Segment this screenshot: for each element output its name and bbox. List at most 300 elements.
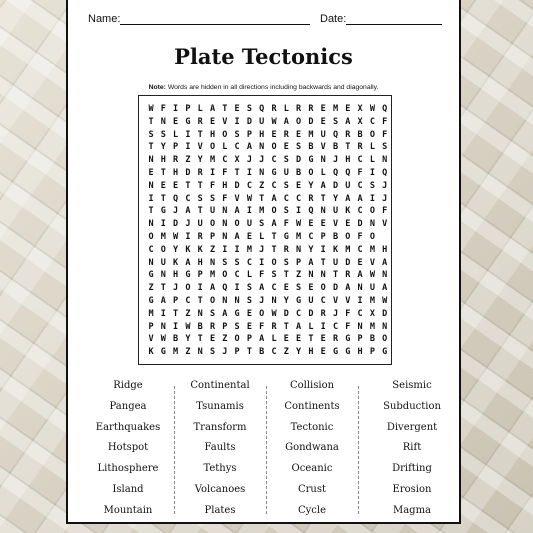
- grid-letter: Q: [382, 104, 388, 114]
- grid-letter: Y: [185, 334, 191, 345]
- grid-letter: W: [173, 232, 179, 242]
- grid-letter: C: [357, 155, 363, 166]
- grid-letter: S: [283, 180, 289, 191]
- grid-letter: H: [259, 129, 265, 140]
- grid-letter: R: [271, 321, 277, 332]
- grid-letter: W: [369, 104, 375, 114]
- grid-letter: A: [283, 116, 289, 127]
- word-list-item: Lithosphere: [97, 463, 159, 475]
- grid-letter: C: [271, 283, 277, 294]
- grid-letter: F: [222, 168, 228, 178]
- grid-letter: S: [222, 257, 228, 268]
- grid-letter: D: [308, 116, 314, 127]
- grid-letter: G: [345, 347, 351, 358]
- grid-letter: Q: [259, 104, 265, 114]
- grid-letter: D: [332, 283, 339, 294]
- grid-letter: C: [357, 308, 363, 319]
- grid-letter: W: [185, 321, 191, 332]
- grid-letter: R: [308, 193, 314, 204]
- name-line: [120, 12, 310, 25]
- grid-letter: N: [382, 155, 388, 166]
- grid-letter: C: [357, 180, 363, 191]
- grid-letter: Z: [185, 155, 191, 166]
- grid-letter: K: [148, 347, 154, 358]
- grid-letter: Z: [185, 347, 191, 358]
- grid-letter: U: [283, 168, 289, 178]
- grid-letter: G: [296, 296, 302, 306]
- grid-letter: W: [382, 296, 388, 306]
- grid-letter: P: [173, 142, 179, 153]
- grid-letter: A: [185, 206, 191, 217]
- grid-letter: D: [185, 168, 191, 178]
- grid-letter: H: [173, 168, 179, 178]
- grid-letter: I: [320, 321, 326, 332]
- grid-letter: Y: [283, 296, 289, 306]
- grid-letter: D: [234, 180, 240, 191]
- grid-letter: A: [382, 283, 388, 294]
- grid-letter: J: [246, 155, 252, 166]
- grid-letter: A: [209, 104, 216, 114]
- grid-letter: S: [234, 129, 240, 140]
- grid-letter: J: [332, 308, 339, 319]
- grid-letter: T: [197, 296, 203, 306]
- word-list-item: Volcanoes: [194, 484, 246, 495]
- grid-letter: S: [209, 193, 216, 204]
- grid-letter: E: [345, 104, 351, 114]
- grid-letter: K: [185, 244, 191, 255]
- grid-letter: V: [369, 257, 375, 268]
- grid-letter: N: [296, 244, 302, 255]
- grid-letter: I: [185, 232, 191, 242]
- grid-letter: E: [173, 116, 179, 127]
- grid-letter: A: [234, 232, 240, 242]
- grid-letter: B: [357, 129, 363, 140]
- grid-letter: S: [209, 347, 216, 358]
- word-list-item: Island: [112, 484, 144, 495]
- grid-letter: N: [320, 270, 326, 281]
- grid-letter: S: [148, 129, 154, 140]
- grid-letter: C: [271, 347, 277, 358]
- grid-letter: I: [234, 244, 240, 255]
- grid-letter: D: [308, 308, 314, 319]
- grid-letter: N: [148, 257, 154, 268]
- grid-letter: L: [308, 321, 314, 332]
- grid-letter: G: [160, 206, 166, 217]
- grid-letter: S: [234, 321, 240, 332]
- grid-letter: E: [320, 104, 326, 114]
- grid-letter: F: [259, 270, 265, 281]
- grid-letter: D: [357, 219, 363, 230]
- grid-letter: T: [345, 142, 351, 153]
- date-line: [346, 12, 442, 25]
- grid-letter: C: [185, 193, 191, 204]
- grid-letter: N: [382, 270, 388, 281]
- grid-letter: A: [345, 116, 351, 127]
- grid-letter: B: [173, 334, 179, 345]
- grid-letter: A: [234, 206, 240, 217]
- grid-letter: E: [234, 104, 240, 114]
- grid-letter: T: [271, 244, 277, 255]
- word-list-item: Ridge: [113, 380, 143, 391]
- grid-letter: B: [296, 168, 302, 178]
- grid-letter: C: [234, 270, 240, 281]
- grid-letter: O: [296, 116, 302, 127]
- word-list-item: Crust: [297, 484, 327, 495]
- grid-letter: I: [160, 308, 166, 319]
- grid-letter: H: [160, 155, 166, 166]
- name-field: [88, 12, 310, 25]
- grid-letter: Z: [259, 180, 265, 191]
- grid-letter: G: [382, 347, 388, 358]
- grid-letter: U: [160, 257, 166, 268]
- word-list-item: Plates: [204, 504, 236, 516]
- grid-letter: I: [246, 168, 252, 178]
- grid-letter: M: [369, 244, 375, 255]
- grid-letter: T: [160, 283, 166, 294]
- grid-letter: Q: [382, 168, 388, 178]
- grid-letter: T: [148, 206, 154, 217]
- grid-letter: O: [308, 168, 314, 178]
- grid-letter: F: [345, 308, 351, 319]
- grid-letter: O: [209, 142, 216, 153]
- grid-letter: Q: [173, 193, 179, 204]
- grid-letter: Z: [148, 283, 154, 294]
- grid-letter: W: [271, 116, 277, 127]
- grid-letter: T: [234, 168, 240, 178]
- grid-letter: A: [382, 257, 388, 268]
- grid-letter: N: [197, 347, 203, 358]
- grid-letter: A: [185, 257, 191, 268]
- grid-letter: K: [197, 244, 203, 255]
- grid-letter: A: [308, 257, 314, 268]
- grid-letter: T: [283, 270, 289, 281]
- grid-letter: B: [308, 142, 314, 153]
- grid-letter: W: [296, 219, 302, 230]
- grid-letter: P: [320, 232, 326, 242]
- grid-letter: R: [320, 308, 326, 319]
- grid-letter: Y: [296, 347, 302, 358]
- grid-letter: V: [332, 296, 339, 306]
- word-list-item: Tsunamis: [196, 400, 244, 412]
- grid-letter: E: [283, 283, 289, 294]
- word-list-item: Tectonic: [290, 421, 334, 433]
- grid-letter: H: [209, 129, 216, 140]
- grid-letter: M: [173, 347, 179, 358]
- grid-letter: A: [345, 283, 351, 294]
- grid-letter: V: [382, 219, 388, 230]
- grid-letter: F: [382, 206, 388, 217]
- grid-letter: N: [234, 296, 240, 306]
- grid-letter: P: [296, 257, 302, 268]
- grid-letter: S: [259, 219, 265, 230]
- grid-letter: P: [185, 104, 191, 114]
- word-list-item: Pangea: [109, 400, 147, 412]
- grid-letter: E: [320, 116, 326, 127]
- grid-letter: V: [345, 296, 351, 306]
- grid-letter: U: [332, 257, 339, 268]
- grid-letter: P: [209, 232, 216, 242]
- grid-letter: N: [148, 180, 154, 191]
- grid-letter: I: [234, 116, 240, 127]
- grid-letter: M: [332, 104, 339, 114]
- grid-letter: A: [209, 283, 216, 294]
- grid-letter: G: [345, 334, 351, 345]
- grid-letter: I: [197, 283, 203, 294]
- grid-letter: H: [382, 244, 388, 255]
- word-list-item: Rift: [402, 442, 422, 454]
- grid-letter: I: [296, 206, 302, 217]
- grid-letter: A: [222, 308, 228, 319]
- note-text: Words are hidden in all directions including backwards and diagonally.: [165, 84, 379, 91]
- grid-letter: W: [160, 334, 166, 345]
- grid-letter: A: [357, 193, 363, 204]
- grid-letter: C: [148, 244, 154, 255]
- grid-letter: O: [222, 270, 228, 281]
- grid-letter: S: [283, 257, 289, 268]
- grid-letter: J: [259, 244, 265, 255]
- grid-letter: W: [271, 308, 277, 319]
- grid-letter: U: [246, 219, 252, 230]
- grid-letter: P: [222, 321, 228, 332]
- grid-letter: N: [382, 321, 388, 332]
- grid-letter: Q: [222, 283, 228, 294]
- grid-letter: C: [271, 180, 277, 191]
- grid-letter: L: [173, 129, 179, 140]
- grid-letter: F: [345, 321, 351, 332]
- grid-letter: I: [320, 244, 326, 255]
- grid-letter: T: [320, 257, 326, 268]
- grid-letter: O: [382, 334, 388, 345]
- grid-letter: L: [222, 142, 228, 153]
- word-list: [68, 372, 459, 522]
- grid-letter: T: [173, 308, 179, 319]
- grid-letter: M: [308, 129, 314, 140]
- grid-letter: A: [320, 180, 326, 191]
- word-list-item: Faults: [204, 442, 236, 454]
- grid-letter: P: [148, 321, 154, 332]
- grid-letter: X: [357, 116, 363, 127]
- word-list-item: Mountain: [103, 504, 153, 516]
- word-list-item: Continents: [284, 400, 340, 412]
- grid-letter: J: [332, 155, 339, 166]
- grid-letter: E: [148, 168, 154, 178]
- grid-letter: I: [173, 104, 179, 114]
- grid-letter: R: [345, 129, 351, 140]
- grid-letter: F: [382, 129, 388, 140]
- word-list-item: Oceanic: [291, 463, 333, 475]
- grid-letter: M: [296, 232, 302, 242]
- grid-letter: R: [357, 142, 363, 153]
- grid-letter: T: [283, 321, 289, 332]
- grid-letter: S: [296, 142, 302, 153]
- grid-letter: R: [296, 104, 302, 114]
- grid-letter: L: [283, 104, 289, 114]
- grid-letter: C: [320, 296, 326, 306]
- grid-letter: L: [369, 155, 375, 166]
- grid-letter: S: [197, 193, 203, 204]
- grid-letter: T: [332, 270, 339, 281]
- grid-letter: V: [234, 193, 240, 204]
- grid-letter: S: [234, 257, 240, 268]
- grid-letter: E: [296, 129, 302, 140]
- grid-letter: Y: [308, 180, 314, 191]
- grid-letter: R: [197, 168, 203, 178]
- grid-letter: O: [271, 257, 277, 268]
- word-list-item: Earthquakes: [95, 421, 161, 433]
- word-list-item: Subduction: [383, 400, 441, 412]
- grid-letter: C: [222, 155, 228, 166]
- grid-letter: Y: [197, 155, 203, 166]
- grid-letter: J: [382, 193, 388, 204]
- grid-letter: A: [160, 296, 166, 306]
- grid-letter: L: [271, 334, 277, 345]
- grid-letter: T: [160, 168, 166, 178]
- grid-letter: X: [234, 155, 240, 166]
- grid-letter: R: [197, 116, 203, 127]
- grid-letter: U: [369, 283, 375, 294]
- grid-letter: K: [332, 244, 339, 255]
- grid-letter: O: [271, 206, 277, 217]
- grid-letter: G: [160, 347, 166, 358]
- grid-letter: L: [197, 104, 203, 114]
- grid-letter: F: [357, 168, 363, 178]
- grid-letter: S: [246, 296, 252, 306]
- grid-letter: T: [271, 232, 277, 242]
- grid-letter: T: [185, 180, 191, 191]
- grid-letter: V: [320, 142, 326, 153]
- grid-letter: R: [332, 334, 339, 345]
- grid-letter: T: [222, 104, 228, 114]
- grid-letter: P: [234, 347, 240, 358]
- grid-letter: O: [320, 283, 326, 294]
- grid-letter: T: [197, 180, 203, 191]
- grid-letter: E: [160, 180, 166, 191]
- grid-letter: A: [271, 219, 277, 230]
- grid-letter: T: [197, 206, 203, 217]
- grid-letter: P: [197, 270, 203, 281]
- grid-letter: C: [296, 193, 302, 204]
- grid-letter: R: [283, 244, 289, 255]
- page-title: Plate Tectonics: [174, 44, 353, 69]
- grid-letter: Q: [308, 206, 314, 217]
- grid-letter: G: [234, 308, 240, 319]
- grid-letter: J: [382, 180, 388, 191]
- grid-letter: I: [173, 321, 179, 332]
- grid-letter: F: [382, 116, 388, 127]
- grid-letter: O: [160, 244, 166, 255]
- grid-letter: I: [209, 168, 216, 178]
- word-list-item: Transform: [193, 421, 247, 433]
- grid-letter: F: [259, 321, 265, 332]
- grid-letter: R: [345, 270, 351, 281]
- grid-letter: M: [259, 206, 265, 217]
- grid-letter: O: [185, 283, 191, 294]
- grid-letter: O: [148, 232, 154, 242]
- grid-letter: C: [185, 296, 191, 306]
- grid-letter: N: [320, 206, 326, 217]
- grid-letter: G: [148, 296, 154, 306]
- grid-letter: M: [209, 155, 216, 166]
- grid-letter: H: [308, 347, 314, 358]
- grid-letter: O: [234, 219, 240, 230]
- grid-letter: A: [246, 142, 252, 153]
- grid-letter: A: [271, 193, 277, 204]
- grid-letter: E: [357, 257, 363, 268]
- grid-letter: N: [308, 270, 314, 281]
- note: [68, 84, 459, 91]
- grid-letter: U: [332, 206, 339, 217]
- grid-letter: U: [209, 206, 216, 217]
- grid-letter: N: [357, 321, 363, 332]
- grid-letter: N: [209, 257, 216, 268]
- grid-letter: B: [332, 142, 339, 153]
- grid-letter: O: [222, 129, 228, 140]
- grid-letter: S: [332, 116, 339, 127]
- grid-letter: L: [369, 142, 375, 153]
- grid-letter: C: [234, 142, 240, 153]
- grid-letter: N: [320, 155, 326, 166]
- grid-letter: T: [308, 334, 314, 345]
- grid-letter: I: [369, 168, 375, 178]
- grid-letter: M: [209, 270, 216, 281]
- grid-letter: E: [246, 321, 252, 332]
- grid-letter: K: [173, 257, 179, 268]
- grid-letter: F: [209, 180, 216, 191]
- grid-letter: M: [148, 308, 154, 319]
- grid-letter: N: [222, 296, 228, 306]
- grid-letter: E: [320, 334, 326, 345]
- grid-letter: E: [246, 308, 252, 319]
- grid-letter: D: [246, 116, 252, 127]
- grid-letter: N: [271, 296, 277, 306]
- grid-letter: W: [148, 104, 154, 114]
- grid-letter: S: [283, 155, 289, 166]
- grid-letter: L: [259, 232, 265, 242]
- grid-letter: E: [246, 232, 252, 242]
- grid-letter: D: [382, 308, 388, 319]
- grid-letter: J: [259, 296, 265, 306]
- grid-letter: B: [332, 232, 339, 242]
- grid-letter: H: [222, 180, 228, 191]
- grid-letter: N: [160, 321, 166, 332]
- grid-letter: T: [148, 116, 154, 127]
- grid-letter: J: [173, 283, 179, 294]
- grid-letter: S: [209, 308, 216, 319]
- grid-letter: R: [308, 104, 314, 114]
- grid-letter: E: [308, 283, 314, 294]
- grid-letter: J: [222, 347, 228, 358]
- word-list-item: Cycle: [297, 504, 327, 516]
- grid-letter: G: [308, 155, 314, 166]
- grid-letter: G: [332, 347, 339, 358]
- grid-letter: C: [357, 244, 363, 255]
- grid-letter: C: [332, 321, 339, 332]
- word-list-item: Gondwana: [285, 442, 339, 454]
- grid-letter: T: [148, 142, 154, 153]
- grid-letter: R: [271, 104, 277, 114]
- grid-letter: W: [369, 270, 375, 281]
- grid-letter: N: [357, 283, 363, 294]
- grid-letter: N: [369, 219, 375, 230]
- grid-letter: N: [148, 219, 154, 230]
- grid-letter: N: [259, 142, 265, 153]
- grid-letter: H: [357, 347, 363, 358]
- worksheet: [66, 0, 461, 524]
- grid-letter: T: [197, 334, 203, 345]
- grid-letter: J: [173, 206, 179, 217]
- grid-letter: I: [222, 244, 228, 255]
- grid-letter: I: [160, 219, 166, 230]
